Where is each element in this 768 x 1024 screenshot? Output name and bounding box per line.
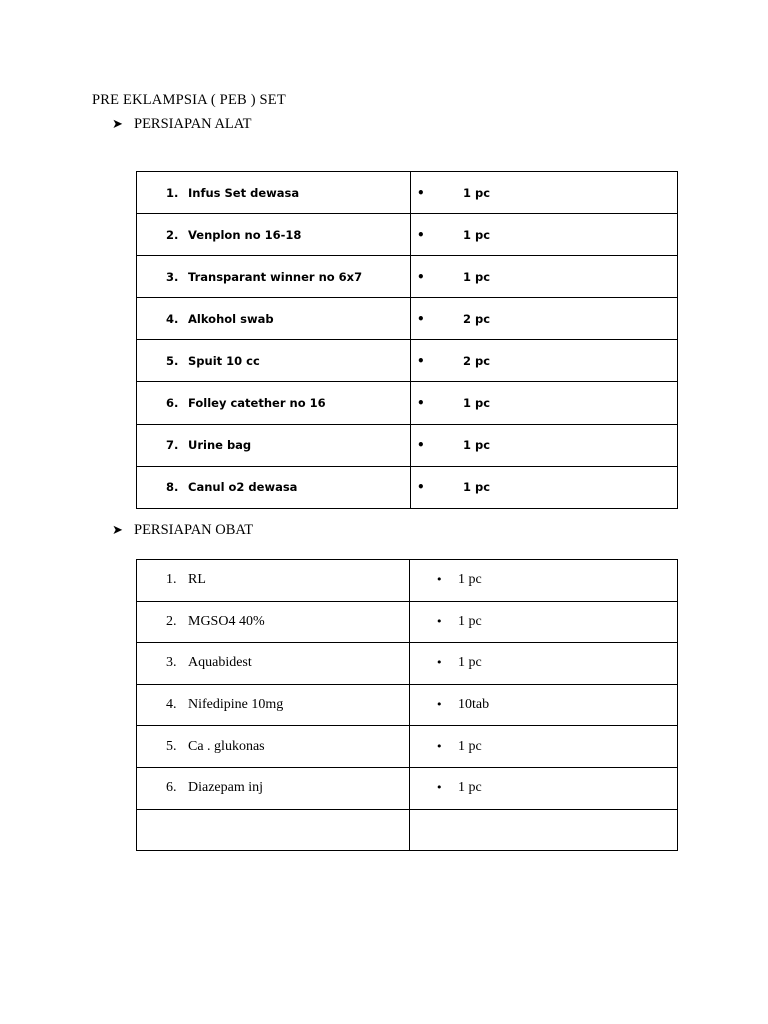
item-cell [137, 340, 411, 382]
item-qty: 1 pc [458, 780, 482, 796]
item-qty: 1 pc [463, 480, 491, 495]
item-number: 6. [166, 780, 177, 796]
item-number: 3. [166, 655, 177, 671]
qty-cell [411, 298, 678, 340]
qty-cell [410, 560, 678, 602]
table-row [137, 643, 678, 685]
section-heading-alat [112, 116, 252, 133]
item-cell [137, 466, 411, 508]
qty-cell [410, 684, 678, 726]
item-qty: 1 pc [463, 227, 491, 242]
item-name: Alkohol swab [188, 311, 274, 326]
item-number: 3. [166, 269, 179, 284]
item-qty: 1 pc [463, 185, 491, 200]
item-cell [137, 382, 411, 424]
bullet-icon: • [417, 480, 425, 495]
item-number: 4. [166, 311, 179, 326]
qty-cell [411, 340, 678, 382]
item-name: MGSO4 40% [188, 613, 265, 629]
table-row [137, 726, 678, 768]
table-row [137, 601, 678, 643]
qty-cell [411, 382, 678, 424]
item-cell [137, 424, 411, 466]
table-row [137, 684, 678, 726]
item-number: 2. [166, 613, 177, 629]
item-qty: 1 pc [463, 438, 491, 453]
table-row [137, 298, 678, 340]
bullet-icon: • [417, 311, 425, 326]
item-cell [137, 726, 410, 768]
bullet-icon: • [417, 185, 425, 200]
item-qty: 1 pc [458, 613, 482, 629]
item-qty: 1 pc [458, 738, 482, 754]
table-row [137, 256, 678, 298]
bullet-icon: • [417, 396, 425, 411]
table-row [137, 172, 678, 214]
qty-cell [410, 726, 678, 768]
item-qty: 1 pc [458, 655, 482, 671]
arrow-right-icon: ➤ [112, 523, 123, 538]
item-name: Urine bag [188, 438, 252, 453]
qty-cell [411, 214, 678, 256]
item-name: Ca . glukonas [188, 738, 265, 754]
item-name: Aquabidest [188, 655, 252, 671]
bullet-icon: • [436, 781, 443, 795]
item-name: Folley catether no 16 [188, 396, 326, 411]
item-number: 1. [166, 185, 179, 200]
item-name: Transparant winner no 6x7 [188, 269, 363, 284]
item-qty: 1 pc [463, 269, 491, 284]
arrow-right-icon: ➤ [112, 117, 123, 132]
item-cell [137, 601, 410, 643]
empty-cell [410, 809, 678, 851]
item-cell [137, 256, 411, 298]
item-qty: 10tab [458, 697, 490, 713]
item-name: Nifedipine 10mg [188, 697, 284, 713]
table-row [137, 340, 678, 382]
item-number: 4. [166, 697, 177, 713]
item-cell [137, 214, 411, 256]
item-cell [137, 560, 410, 602]
table-row [137, 424, 678, 466]
medication-table [136, 559, 678, 851]
section-heading-label: PERSIAPAN OBAT [134, 522, 254, 538]
item-qty: 1 pc [458, 572, 482, 588]
item-qty: 1 pc [463, 396, 491, 411]
document-title: PRE EKLAMPSIA ( PEB ) SET [92, 92, 286, 108]
item-name: Canul o2 dewasa [188, 480, 298, 495]
item-cell [137, 298, 411, 340]
table-row [137, 560, 678, 602]
qty-cell [410, 767, 678, 809]
table-row [137, 466, 678, 508]
item-qty: 2 pc [463, 353, 491, 368]
bullet-icon: • [417, 227, 425, 242]
qty-cell [411, 424, 678, 466]
table-row-empty [137, 809, 678, 851]
bullet-icon: • [436, 656, 443, 670]
item-number: 8. [166, 480, 179, 495]
item-name: RL [188, 572, 206, 588]
section-heading-label: PERSIAPAN ALAT [134, 116, 252, 132]
item-name: Infus Set dewasa [188, 185, 300, 200]
bullet-icon: • [417, 269, 425, 284]
table-row [137, 767, 678, 809]
item-number: 5. [166, 353, 179, 368]
item-number: 2. [166, 227, 179, 242]
qty-cell [411, 172, 678, 214]
bullet-icon: • [417, 353, 425, 368]
item-name: Venplon no 16-18 [188, 227, 302, 242]
qty-cell [410, 601, 678, 643]
bullet-icon: • [436, 573, 443, 587]
qty-cell [411, 256, 678, 298]
item-name: Spuit 10 cc [188, 353, 260, 368]
bullet-icon: • [436, 698, 443, 712]
item-number: 5. [166, 738, 177, 754]
item-cell [137, 684, 410, 726]
item-number: 7. [166, 438, 179, 453]
item-number: 6. [166, 396, 179, 411]
qty-cell [410, 643, 678, 685]
item-name: Diazepam inj [188, 780, 264, 796]
item-qty: 2 pc [463, 311, 491, 326]
bullet-icon: • [436, 614, 443, 628]
bullet-icon: • [436, 739, 443, 753]
bullet-icon: • [417, 438, 425, 453]
qty-cell [411, 466, 678, 508]
equipment-table [136, 171, 678, 509]
item-cell [137, 172, 411, 214]
item-cell [137, 643, 410, 685]
table-row [137, 214, 678, 256]
section-heading-obat [112, 522, 253, 539]
empty-cell [137, 809, 410, 851]
table-row [137, 382, 678, 424]
item-number: 1. [166, 572, 177, 588]
item-cell [137, 767, 410, 809]
